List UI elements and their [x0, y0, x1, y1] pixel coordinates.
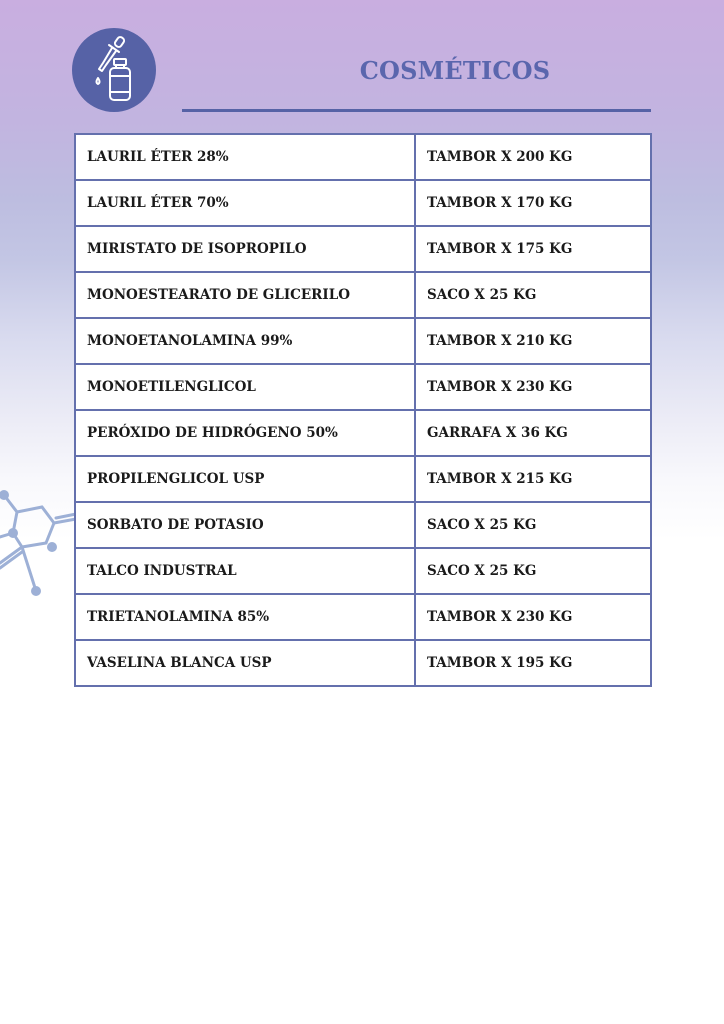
dropper-bottle-icon	[72, 28, 156, 112]
product-name-cell: TALCO INDUSTRAL	[75, 548, 415, 594]
table-row	[75, 364, 651, 410]
product-name-cell: MIRISTATO DE ISOPROPILO	[75, 226, 415, 272]
page-title: COSMÉTICOS	[359, 56, 551, 85]
packaging-cell: TAMBOR X 175 KG	[415, 226, 651, 272]
product-name-cell: MONOETILENGLICOL	[75, 364, 415, 410]
table-row	[75, 318, 651, 364]
title-divider	[182, 109, 651, 112]
table-row	[75, 548, 651, 594]
packaging-cell: TAMBOR X 210 KG	[415, 318, 651, 364]
packaging-cell: TAMBOR X 170 KG	[415, 180, 651, 226]
packaging-cell: TAMBOR X 230 KG	[415, 364, 651, 410]
table-row	[75, 640, 651, 686]
table-row	[75, 410, 651, 456]
table-row	[75, 134, 651, 180]
header-icon-badge	[72, 28, 156, 112]
product-name-cell: PERÓXIDO DE HIDRÓGENO 50%	[75, 410, 415, 456]
packaging-cell: GARRAFA X 36 KG	[415, 410, 651, 456]
packaging-cell: TAMBOR X 215 KG	[415, 456, 651, 502]
packaging-cell: SACO X 25 KG	[415, 548, 651, 594]
packaging-cell: TAMBOR X 195 KG	[415, 640, 651, 686]
product-name-cell: SORBATO DE POTASIO	[75, 502, 415, 548]
product-name-cell: MONOETANOLAMINA 99%	[75, 318, 415, 364]
packaging-cell: TAMBOR X 230 KG	[415, 594, 651, 640]
product-name-cell: PROPILENGLICOL USP	[75, 456, 415, 502]
table-row	[75, 594, 651, 640]
table-row	[75, 180, 651, 226]
molecule-icon	[0, 485, 80, 600]
products-table	[74, 133, 652, 687]
packaging-cell: TAMBOR X 200 KG	[415, 134, 651, 180]
product-name-cell: VASELINA BLANCA USP	[75, 640, 415, 686]
products-table-body	[75, 134, 651, 686]
table-row	[75, 226, 651, 272]
table-row	[75, 456, 651, 502]
table-row	[75, 272, 651, 318]
table-row	[75, 502, 651, 548]
packaging-cell: SACO X 25 KG	[415, 272, 651, 318]
packaging-cell: SACO X 25 KG	[415, 502, 651, 548]
product-name-cell: LAURIL ÉTER 28%	[75, 134, 415, 180]
product-name-cell: LAURIL ÉTER 70%	[75, 180, 415, 226]
product-name-cell: MONOESTEARATO DE GLICERILO	[75, 272, 415, 318]
product-name-cell: TRIETANOLAMINA 85%	[75, 594, 415, 640]
